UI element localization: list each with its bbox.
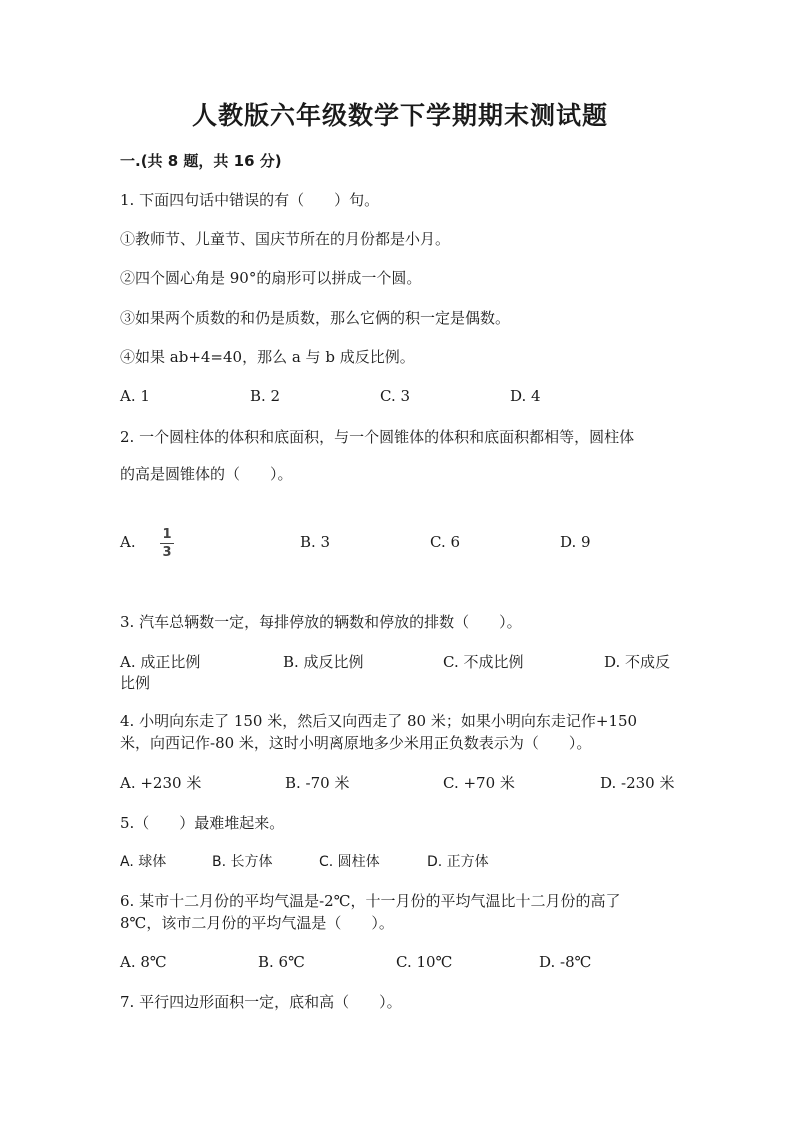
q2-option-b[interactable]: B. 3 [300, 533, 331, 551]
q6-option-b[interactable]: B. 6℃ [258, 953, 305, 971]
q3-option-d-wrap: 比例 [120, 674, 151, 692]
page-title: 人教版六年级数学下学期期末测试题 [191, 101, 608, 130]
q6-stem-line-2: 8℃，该市二月份的平均气温是（ ）。 [120, 914, 394, 932]
q4-option-d[interactable]: D. -230 米 [600, 774, 675, 792]
q5-option-a[interactable]: A. 球体 [120, 854, 167, 870]
q3-option-b[interactable]: B. 成反比例 [283, 653, 364, 671]
q6-option-a[interactable]: A. 8℃ [120, 953, 167, 971]
q1-statement-4: ④如果 ab+4=40，那么 a 与 b 成反比例。 [120, 348, 415, 366]
q1-option-c[interactable]: C. 3 [380, 387, 411, 405]
q2-stem-line-2: 的高是圆锥体的（ ）。 [120, 465, 293, 483]
q1-statement-1: ①教师节、儿童节、国庆节所在的月份都是小月。 [120, 230, 451, 248]
q3-option-a[interactable]: A. 成正比例 [120, 653, 201, 671]
q5-option-d[interactable]: D. 正方体 [427, 854, 489, 870]
q6-stem-line-1: 6. 某市十二月份的平均气温是-2℃，十一月份的平均气温比十二月份的高了 [120, 892, 621, 910]
q4-option-c[interactable]: C. +70 米 [443, 774, 515, 792]
q5-stem: 5.（ ）最难堆起来。 [120, 814, 285, 832]
q2-option-a-fraction [160, 528, 174, 559]
q2-stem-line-1: 2. 一个圆柱体的体积和底面积，与一个圆锥体的体积和底面积都相等，圆柱体 [120, 428, 635, 446]
q3-option-c[interactable]: C. 不成比例 [443, 653, 524, 671]
q4-option-b[interactable]: B. -70 米 [285, 774, 350, 792]
q4-stem-line-2: 米，向西记作-80 米，这时小明离原地多少米用正负数表示为（ ）。 [120, 734, 592, 752]
fraction-denominator: 3 [162, 545, 172, 560]
q2-option-d[interactable]: D. 9 [560, 533, 591, 551]
q4-stem-line-1: 4. 小明向东走了 150 米，然后又向西走了 80 米；如果小明向东走记作+150 [120, 712, 638, 730]
q5-option-c[interactable]: C. 圆柱体 [319, 854, 380, 870]
q4-option-a[interactable]: A. +230 米 [120, 774, 202, 792]
q6-option-d[interactable]: D. -8℃ [539, 953, 592, 971]
fraction-numerator: 1 [162, 527, 172, 542]
q1-option-a[interactable]: A. 1 [120, 387, 150, 405]
q2-option-a[interactable]: A. [120, 533, 136, 551]
q1-option-d[interactable]: D. 4 [510, 387, 541, 405]
q3-stem: 3. 汽车总辆数一定，每排停放的辆数和停放的排数（ ）。 [120, 613, 522, 631]
q6-option-c[interactable]: C. 10℃ [396, 953, 453, 971]
section-heading: 一.(共 8 题，共 16 分) [120, 152, 282, 170]
q1-option-b[interactable]: B. 2 [250, 387, 281, 405]
q3-option-d[interactable]: D. 不成反 [604, 653, 671, 671]
q5-option-b[interactable]: B. 长方体 [212, 854, 273, 870]
q7-stem: 7. 平行四边形面积一定，底和高（ ）。 [120, 993, 402, 1011]
q1-stem: 1. 下面四句话中错误的有（ ）句。 [120, 191, 380, 209]
fraction-bar [160, 543, 174, 544]
q1-statement-2: ②四个圆心角是 90°的扇形可以拼成一个圆。 [120, 269, 422, 287]
q2-option-c[interactable]: C. 6 [430, 533, 461, 551]
q1-statement-3: ③如果两个质数的和仍是质数，那么它俩的积一定是偶数。 [120, 309, 511, 327]
